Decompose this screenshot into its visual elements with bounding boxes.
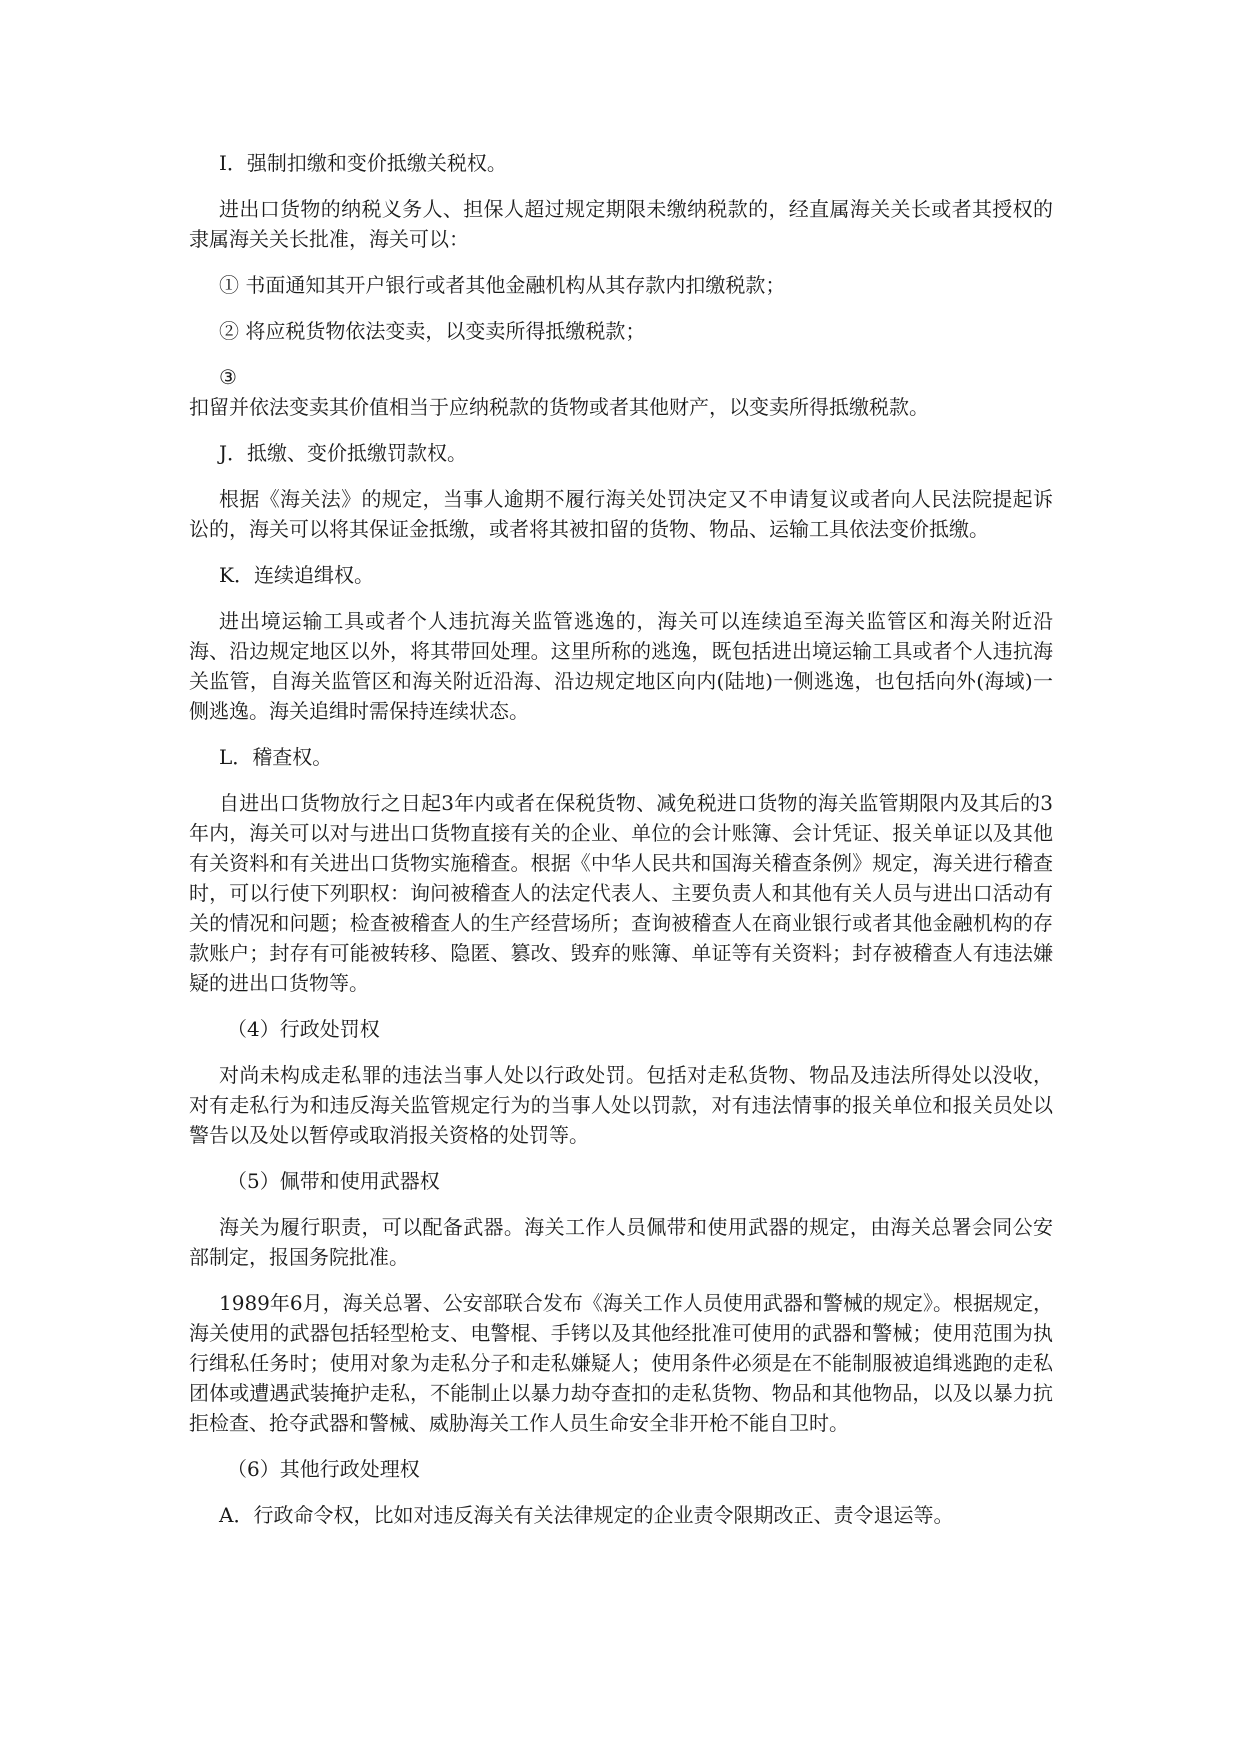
paragraph: 1989年6月，海关总署、公安部联合发布《海关工作人员使用武器和警械的规定》。根据规定，海关使用的武器包括轻型枪支、电警棍、手铐以及其他经批准可使用的武器和警械；使用范围为执行缉私任务时；使用对象为走私分子和走私嫌疑人；使用条件必须是在不能制服被追缉逃跑的走私团体或遭遇武装掩护走私，不能制止以暴力劫夺查扣的走私货物、物品和其他物品，以及以暴力抗拒检查、抢夺武器和警械、威胁海关工作人员生命安全非开枪不能自卫时。 xyxy=(189,1291,1053,1435)
section-heading-j: J．抵缴、变价抵缴罚款权。 xyxy=(219,441,468,465)
section-heading-a: A．行政命令权，比如对违反海关有关法律规定的企业责令限期改正、责令退运等。 xyxy=(219,1503,954,1527)
paragraph: 自进出口货物放行之日起3年内或者在保税货物、减免税进口货物的海关监管期限内及其后的3年内，海关可以对与进出口货物直接有关的企业、单位的会计账簿、会计凭证、报关单证以及其他有关资料和有关进出口货物实施稽查。根据《中华人民共和国海关稽查条例》规定，海关进行稽查时，可以行使下列职权：询问被稽查人的法定代表人、主要负责人和其他有关人员与进出口活动有关的情况和问题；检查被稽查人的生产经营场所；查询被稽查人在商业银行或者其他金融机构的存款账户；封存有可能被转移、隐匿、篡改、毁弃的账簿、单证等有关资料；封存被稽查人有违法嫌疑的进出口货物等。 xyxy=(189,791,1053,995)
paragraph: 进出口货物的纳税义务人、担保人超过规定期限未缴纳税款的，经直属海关关长或者其授权的隶属海关关长批准，海关可以： xyxy=(189,197,1053,251)
paragraph: 海关为履行职责，可以配备武器。海关工作人员佩带和使用武器的规定，由海关总署会同公安部制定，报国务院批准。 xyxy=(189,1215,1053,1269)
subsection-heading-5: （5）佩带和使用武器权 xyxy=(227,1169,440,1193)
paragraph: 根据《海关法》的规定，当事人逾期不履行海关处罚决定又不申请复议或者向人民法院提起诉讼的，海关可以将其保证金抵缴，或者将其被扣留的货物、物品、运输工具依法变价抵缴。 xyxy=(189,487,1053,541)
list-item: ① 书面通知其开户银行或者其他金融机构从其存款内扣缴税款； xyxy=(219,273,786,297)
paragraph: 进出境运输工具或者个人违抗海关监管逃逸的，海关可以连续追至海关监管区和海关附近沿海、沿边规定地区以外，将其带回处理。这里所称的逃逸，既包括进出境运输工具或者个人违抗海关监管，自海关监管区和海关附近沿海、沿边规定地区向内(陆地)一侧逃逸，也包括向外(海域)一侧逃逸。海关追缉时需保持连续状态。 xyxy=(189,609,1053,723)
paragraph: 对尚未构成走私罪的违法当事人处以行政处罚。包括对走私货物、物品及违法所得处以没收，对有走私行为和违反海关监管规定行为的当事人处以罚款，对有违法情事的报关单位和报关员处以警告以及处以暂停或取消报关资格的处罚等。 xyxy=(189,1063,1053,1147)
subsection-heading-4: （4）行政处罚权 xyxy=(227,1017,380,1041)
section-heading-l: L．稽查权。 xyxy=(219,745,333,769)
list-item-number: ③ xyxy=(219,365,237,389)
list-item: ② 将应税货物依法变卖，以变卖所得抵缴税款； xyxy=(219,319,646,343)
section-heading-k: K．连续追缉权。 xyxy=(219,563,374,587)
subsection-heading-6: （6）其他行政处理权 xyxy=(227,1457,420,1481)
document-page xyxy=(189,148,1053,1546)
list-item-text: 扣留并依法变卖其价值相当于应纳税款的货物或者其他财产，以变卖所得抵缴税款。 xyxy=(189,395,929,419)
section-heading-i: I．强制扣缴和变价抵缴关税权。 xyxy=(219,151,507,175)
